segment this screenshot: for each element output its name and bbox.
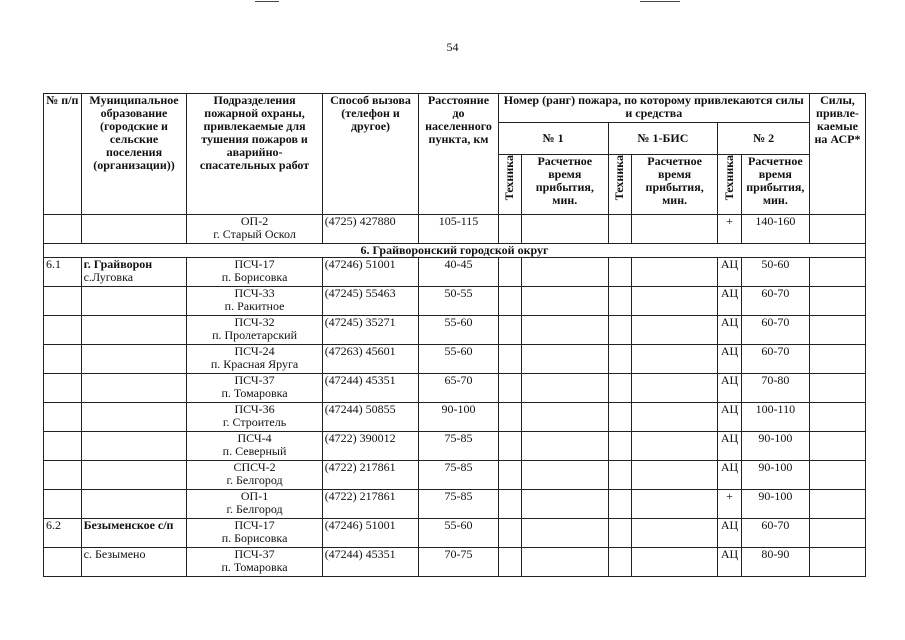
cell-tech: АЦ: [718, 316, 741, 345]
cell-distance: 40-45: [419, 258, 498, 287]
cell-arrival: 60-70: [741, 345, 809, 374]
cell-empty: [608, 374, 631, 403]
cell-num: [44, 316, 82, 345]
cell-distance: 55-60: [419, 316, 498, 345]
cell-empty: [522, 258, 608, 287]
table-row: [44, 548, 866, 577]
cell-tech: АЦ: [718, 432, 741, 461]
cell-unit: [187, 215, 322, 244]
cell-arrival: 90-100: [741, 432, 809, 461]
cell-distance: 50-55: [419, 287, 498, 316]
cell-phone: (4722) 390012: [322, 432, 419, 461]
header-tech-2: [608, 155, 631, 215]
cell-arrival: 140-160: [741, 215, 809, 244]
unit-location: г. Белгород: [226, 473, 283, 487]
unit-name: ПСЧ-17: [234, 518, 275, 532]
header-tech-label: Техника: [612, 155, 627, 201]
cell-empty: [522, 287, 608, 316]
unit-name: ПСЧ-32: [234, 315, 275, 329]
cell-municipality: [81, 287, 187, 316]
cell-empty: [608, 490, 631, 519]
scan-line: [255, 1, 279, 2]
header-fire-rank: Номер (ранг) пожара, по которому привлекаются силы и средства: [498, 94, 809, 123]
cell-tech: АЦ: [718, 403, 741, 432]
cell-num: 6.1: [44, 258, 82, 287]
cell-municipality: [81, 548, 187, 577]
unit-location: г. Строитель: [222, 415, 287, 429]
cell-asr: [809, 490, 865, 519]
cell-empty: [608, 432, 631, 461]
cell-phone: (47245) 35271: [322, 316, 419, 345]
section-title: 6. Грайворонский городской округ: [44, 244, 866, 258]
cell-empty: [631, 403, 717, 432]
cell-num: [44, 548, 82, 577]
cell-phone: (4722) 217861: [322, 490, 419, 519]
cell-asr: [809, 432, 865, 461]
header-arrival-1: Расчетное время прибытия, мин.: [522, 155, 608, 215]
page-number: 54: [446, 40, 459, 54]
cell-unit: [187, 258, 322, 287]
cell-tech: АЦ: [718, 345, 741, 374]
table-row: [44, 287, 866, 316]
municipality-settlement: с. Безымено: [83, 547, 146, 561]
table-row: [44, 461, 866, 490]
header-rank-1: № 1: [498, 123, 608, 155]
cell-tech: АЦ: [718, 461, 741, 490]
table-row: [44, 490, 866, 519]
table-row: [44, 403, 866, 432]
cell-phone: (47263) 45601: [322, 345, 419, 374]
unit-name: СПСЧ-2: [233, 460, 276, 474]
cell-arrival: 60-70: [741, 519, 809, 548]
cell-empty: [522, 548, 608, 577]
cell-arrival: 60-70: [741, 287, 809, 316]
cell-municipality: [81, 374, 187, 403]
unit-location: г. Старый Оскол: [213, 227, 296, 241]
cell-distance: 65-70: [419, 374, 498, 403]
section-row: [44, 244, 866, 258]
header-municipality: Муниципальное образование (городские и сельские поселения (организации)): [81, 94, 187, 215]
cell-empty: [498, 287, 521, 316]
cell-empty: [522, 519, 608, 548]
cell-empty: [522, 461, 608, 490]
cell-num: [44, 461, 82, 490]
cell-unit: [187, 316, 322, 345]
header-asr: Силы, привле-каемые на АСР*: [809, 94, 865, 215]
cell-empty: [608, 345, 631, 374]
cell-empty: [631, 374, 717, 403]
header-tech-1: [498, 155, 521, 215]
table-row: [44, 345, 866, 374]
cell-empty: [522, 490, 608, 519]
cell-empty: [498, 215, 521, 244]
cell-asr: [809, 374, 865, 403]
cell-empty: [522, 316, 608, 345]
table-row: [44, 519, 866, 548]
cell-phone: (47244) 50855: [322, 403, 419, 432]
cell-empty: [608, 461, 631, 490]
cell-distance: 105-115: [419, 215, 498, 244]
cell-empty: [498, 548, 521, 577]
cell-empty: [631, 258, 717, 287]
cell-municipality: [81, 432, 187, 461]
cell-tech: АЦ: [718, 258, 741, 287]
header-arrival-3: Расчетное время прибытия, мин.: [741, 155, 809, 215]
cell-empty: [608, 215, 631, 244]
cell-empty: [631, 316, 717, 345]
scan-line: [640, 1, 680, 2]
cell-distance: 90-100: [419, 403, 498, 432]
cell-arrival: 60-70: [741, 316, 809, 345]
cell-empty: [631, 287, 717, 316]
cell-asr: [809, 519, 865, 548]
cell-num: [44, 374, 82, 403]
municipality-name: г. Грайворон: [83, 257, 153, 271]
cell-unit: [187, 519, 322, 548]
unit-location: п. Красная Яруга: [210, 357, 299, 371]
cell-unit: [187, 287, 322, 316]
cell-empty: [608, 548, 631, 577]
cell-empty: [608, 258, 631, 287]
cell-phone: (47244) 45351: [322, 374, 419, 403]
cell-asr: [809, 215, 865, 244]
fire-forces-table: [43, 93, 866, 577]
cell-empty: [498, 432, 521, 461]
cell-phone: (47246) 51001: [322, 519, 419, 548]
header-tech-3: [718, 155, 741, 215]
cell-municipality: [81, 215, 187, 244]
cell-tech: АЦ: [718, 548, 741, 577]
unit-location: п. Ракитное: [224, 299, 285, 313]
cell-num: 6.2: [44, 519, 82, 548]
header-rank-1bis: № 1-БИС: [608, 123, 718, 155]
header-tech-label: Техника: [502, 155, 517, 201]
cell-tech: +: [718, 215, 741, 244]
header-tech-label: Техника: [722, 155, 737, 201]
unit-name: ОП-2: [240, 214, 269, 228]
cell-empty: [498, 374, 521, 403]
unit-location: п. Борисовка: [221, 270, 288, 284]
cell-unit: [187, 374, 322, 403]
unit-location: г. Белгород: [226, 502, 283, 516]
cell-empty: [631, 215, 717, 244]
cell-empty: [608, 403, 631, 432]
cell-empty: [608, 287, 631, 316]
cell-asr: [809, 548, 865, 577]
cell-empty: [498, 490, 521, 519]
cell-empty: [522, 432, 608, 461]
cell-phone: (4725) 427880: [322, 215, 419, 244]
unit-location: п. Северный: [222, 444, 287, 458]
cell-asr: [809, 316, 865, 345]
header-num: № п/п: [44, 94, 82, 215]
cell-asr: [809, 345, 865, 374]
header-call-method: Способ вызова (телефон и другое): [322, 94, 419, 215]
cell-distance: 75-85: [419, 432, 498, 461]
unit-name: ПСЧ-36: [234, 402, 275, 416]
cell-unit: [187, 432, 322, 461]
cell-tech: АЦ: [718, 519, 741, 548]
cell-empty: [498, 403, 521, 432]
cell-municipality: [81, 258, 187, 287]
cell-tech: АЦ: [718, 287, 741, 316]
cell-asr: [809, 461, 865, 490]
cell-num: [44, 432, 82, 461]
cell-distance: 75-85: [419, 461, 498, 490]
table-body: [44, 215, 866, 577]
cell-empty: [522, 403, 608, 432]
cell-empty: [522, 215, 608, 244]
cell-phone: (4722) 217861: [322, 461, 419, 490]
unit-name: ПСЧ-37: [234, 373, 275, 387]
table-row: [44, 432, 866, 461]
cell-tech: +: [718, 490, 741, 519]
cell-phone: (47244) 45351: [322, 548, 419, 577]
unit-name: ПСЧ-37: [234, 547, 275, 561]
cell-empty: [498, 345, 521, 374]
unit-location: п. Томаровка: [221, 560, 288, 574]
cell-distance: 70-75: [419, 548, 498, 577]
unit-name: ПСЧ-17: [234, 257, 275, 271]
cell-asr: [809, 403, 865, 432]
cell-empty: [631, 345, 717, 374]
cell-tech: АЦ: [718, 374, 741, 403]
cell-distance: 55-60: [419, 519, 498, 548]
cell-empty: [631, 461, 717, 490]
cell-phone: (47245) 55463: [322, 287, 419, 316]
cell-num: [44, 287, 82, 316]
cell-municipality: [81, 519, 187, 548]
cell-unit: [187, 490, 322, 519]
cell-distance: 75-85: [419, 490, 498, 519]
cell-unit: [187, 403, 322, 432]
header-arrival-2: Расчетное время прибытия, мин.: [631, 155, 717, 215]
table-row: [44, 258, 866, 287]
cell-num: [44, 490, 82, 519]
table-row: [44, 374, 866, 403]
table-row: [44, 316, 866, 345]
cell-empty: [631, 490, 717, 519]
unit-location: п. Пролетарский: [212, 328, 298, 342]
cell-empty: [631, 432, 717, 461]
cell-distance: 55-60: [419, 345, 498, 374]
unit-name: ПСЧ-4: [237, 431, 272, 445]
cell-empty: [631, 548, 717, 577]
unit-name: ПСЧ-24: [234, 344, 275, 358]
cell-empty: [631, 519, 717, 548]
cell-empty: [608, 316, 631, 345]
unit-name: ПСЧ-33: [234, 286, 275, 300]
cell-municipality: [81, 490, 187, 519]
cell-municipality: [81, 345, 187, 374]
cell-num: [44, 345, 82, 374]
cell-unit: [187, 461, 322, 490]
cell-num: [44, 403, 82, 432]
cell-arrival: 50-60: [741, 258, 809, 287]
cell-arrival: 90-100: [741, 461, 809, 490]
cell-empty: [498, 316, 521, 345]
cell-empty: [522, 345, 608, 374]
header-rank-2: № 2: [718, 123, 810, 155]
cell-empty: [522, 374, 608, 403]
cell-municipality: [81, 403, 187, 432]
header-units: Подразделения пожарной охраны, привлекаемые для тушения пожаров и аварийно-спасательных работ: [187, 94, 322, 215]
cell-arrival: 80-90: [741, 548, 809, 577]
cell-empty: [498, 519, 521, 548]
cell-arrival: 100-110: [741, 403, 809, 432]
cell-asr: [809, 287, 865, 316]
cell-empty: [498, 461, 521, 490]
cell-unit: [187, 345, 322, 374]
cell-asr: [809, 258, 865, 287]
cell-empty: [498, 258, 521, 287]
cell-phone: (47246) 51001: [322, 258, 419, 287]
cell-empty: [608, 519, 631, 548]
cell-num: [44, 215, 82, 244]
unit-location: п. Борисовка: [221, 531, 288, 545]
table-row: [44, 215, 866, 244]
cell-unit: [187, 548, 322, 577]
unit-location: п. Томаровка: [221, 386, 288, 400]
municipality-name: Безыменское с/п: [83, 518, 174, 532]
header-distance: Расстояние до населенного пункта, км: [419, 94, 498, 215]
municipality-settlement: с.Луговка: [83, 270, 134, 284]
cell-municipality: [81, 316, 187, 345]
cell-arrival: 90-100: [741, 490, 809, 519]
unit-name: ОП-1: [240, 489, 269, 503]
cell-arrival: 70-80: [741, 374, 809, 403]
cell-municipality: [81, 461, 187, 490]
